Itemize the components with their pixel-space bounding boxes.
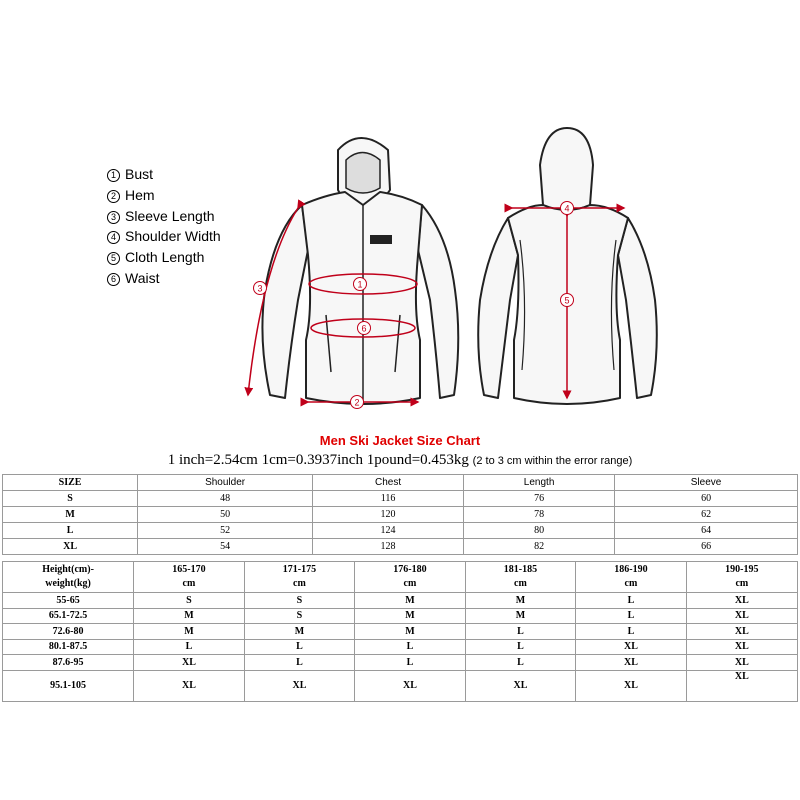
chest-cell: 128 [313,539,464,555]
size-cell: M [134,624,245,640]
size-cell: XL [686,608,797,624]
length-cell: 80 [464,523,615,539]
size-cell: M [355,608,466,624]
size-cell: XL [686,593,797,609]
shoulder-cell: 54 [138,539,313,555]
height-weight-size-table [2,561,798,702]
sleeve-marker: 3 [257,283,263,294]
legend-item-bust [107,164,221,185]
table-row [3,491,798,507]
conversion-text: 1 inch=2.54cm 1cm=0.3937inch 1pound=0.453kg [167,452,469,468]
table-row [3,593,798,609]
column-header-shoulder: Shoulder [138,475,313,491]
weight-cell: 95.1-105 [3,670,134,701]
shoulder-cell: 52 [138,523,313,539]
size-cell: L [355,655,466,671]
legend-number: 4 [107,231,120,244]
size-cell: XL [576,639,687,655]
table-row [3,639,798,655]
error-range-note: (2 to 3 cm within the error range) [472,455,633,467]
jacket-front-view [262,138,458,404]
legend-item-cloth-length [107,247,221,268]
table-row [3,624,798,640]
size-cell: L [465,655,576,671]
size-cell: M [465,608,576,624]
height-unit: cm [735,578,749,589]
shoulder-cell: 48 [138,491,313,507]
front-hood-inner [346,153,380,194]
height-column-header [686,562,797,593]
size-cell: L [244,655,355,671]
size-cell: XL [576,670,687,701]
size-cell: S [244,608,355,624]
chest-cell: 120 [313,507,464,523]
front-left-sleeve [262,205,308,398]
front-body [302,192,422,404]
height-range: 190-195 [725,564,759,575]
size-cell: XL [355,670,466,701]
table-row [3,670,798,701]
height-range: 165-170 [172,564,206,575]
waist-marker: 6 [361,323,367,334]
height-range: 186-190 [614,564,648,575]
hem-marker: 2 [354,397,360,408]
size-cell: L [3,523,138,539]
length-cell: 78 [464,507,615,523]
size-cell: XL [686,670,797,701]
size-cell: L [134,639,245,655]
height-unit: cm [403,578,417,589]
legend-label: Sleeve Length [125,207,215,224]
legend-label: Waist [125,269,160,286]
height-column-header [576,562,687,593]
table-row [3,507,798,523]
height-column-header [134,562,245,593]
legend-label: Cloth Length [125,249,205,266]
size-cell: L [244,639,355,655]
size-cell: L [465,639,576,655]
corner-line-weight: weight(kg) [45,578,91,589]
legend-number: 2 [107,190,120,203]
legend-item-waist [107,268,221,289]
legend-label: Hem [125,186,155,203]
height-range: 181-185 [503,564,538,575]
size-cell: L [465,624,576,640]
height-unit: cm [293,578,306,589]
height-range: 171-175 [282,564,317,575]
size-cell: XL [3,539,138,555]
size-cell: M [244,624,355,640]
corner-line-height: Height(cm)- [42,564,94,575]
height-unit: cm [624,578,638,589]
front-right-sleeve [418,205,458,398]
legend-item-sleeve-length [107,206,221,227]
chest-cell: 116 [313,491,464,507]
sleeve-cell: 64 [615,523,798,539]
size-cell: S [134,593,245,609]
size-cell: XL [244,670,355,701]
size-cell: XL [576,655,687,671]
legend-number: 5 [107,252,120,265]
table-row [3,655,798,671]
length-marker: 5 [564,295,570,306]
legend-number: 1 [107,169,120,182]
height-column-header [465,562,576,593]
size-cell: L [576,608,687,624]
table-header-row [3,562,798,593]
legend-label: Bust [125,166,154,182]
height-unit: cm [514,578,527,589]
column-header-length: Length [464,475,615,491]
weight-cell: 80.1-87.5 [3,639,134,655]
table-row [3,523,798,539]
legend-label: Shoulder Width [125,228,221,245]
column-header-sleeve: Sleeve [615,475,798,491]
length-cell: 82 [464,539,615,555]
weight-cell: 72.6-80 [3,624,134,640]
size-cell: L [576,624,687,640]
column-header-size: SIZE [3,475,138,491]
chest-cell: 124 [313,523,464,539]
table-row [3,608,798,624]
size-cell: XL [686,655,797,671]
height-column-header [244,562,355,593]
table-header-row [3,475,798,491]
unit-conversion-line [0,452,800,469]
back-right-sleeve [618,218,657,398]
shoulder-marker: 4 [564,203,570,214]
size-measurement-table [2,474,798,555]
size-cell: M [465,593,576,609]
size-cell: XL [465,670,576,701]
height-unit: cm [182,578,196,589]
size-cell: M [355,593,466,609]
bust-marker: 1 [357,279,363,290]
measurement-legend [107,164,221,289]
back-hood [540,128,593,210]
front-logo-patch [370,235,392,244]
weight-cell: 65.1-72.5 [3,608,134,624]
legend-number: 6 [107,273,120,286]
back-left-sleeve [478,218,518,398]
table-row [3,539,798,555]
size-cell: L [355,639,466,655]
weight-cell: 87.6-95 [3,655,134,671]
shoulder-cell: 50 [138,507,313,523]
size-cell: M [134,608,245,624]
height-weight-corner-header [3,562,134,593]
size-cell: XL [686,624,797,640]
legend-number: 3 [107,211,120,224]
sleeve-cell: 62 [615,507,798,523]
size-cell: L [576,593,687,609]
height-range: 176-180 [393,564,427,575]
size-chart-title: Men Ski Jacket Size Chart [319,433,481,448]
size-cell: XL [134,670,245,701]
legend-item-shoulder-width [107,226,221,247]
size-cell: XL [686,639,797,655]
legend-item-hem [107,185,221,206]
sleeve-cell: 66 [615,539,798,555]
column-header-chest: Chest [313,475,464,491]
size-cell: S [244,593,355,609]
height-column-header [355,562,466,593]
length-cell: 76 [464,491,615,507]
size-cell: S [3,491,138,507]
size-cell: XL [134,655,245,671]
weight-cell: 55-65 [3,593,134,609]
sleeve-cell: 60 [615,491,798,507]
size-cell: M [355,624,466,640]
size-cell: M [3,507,138,523]
